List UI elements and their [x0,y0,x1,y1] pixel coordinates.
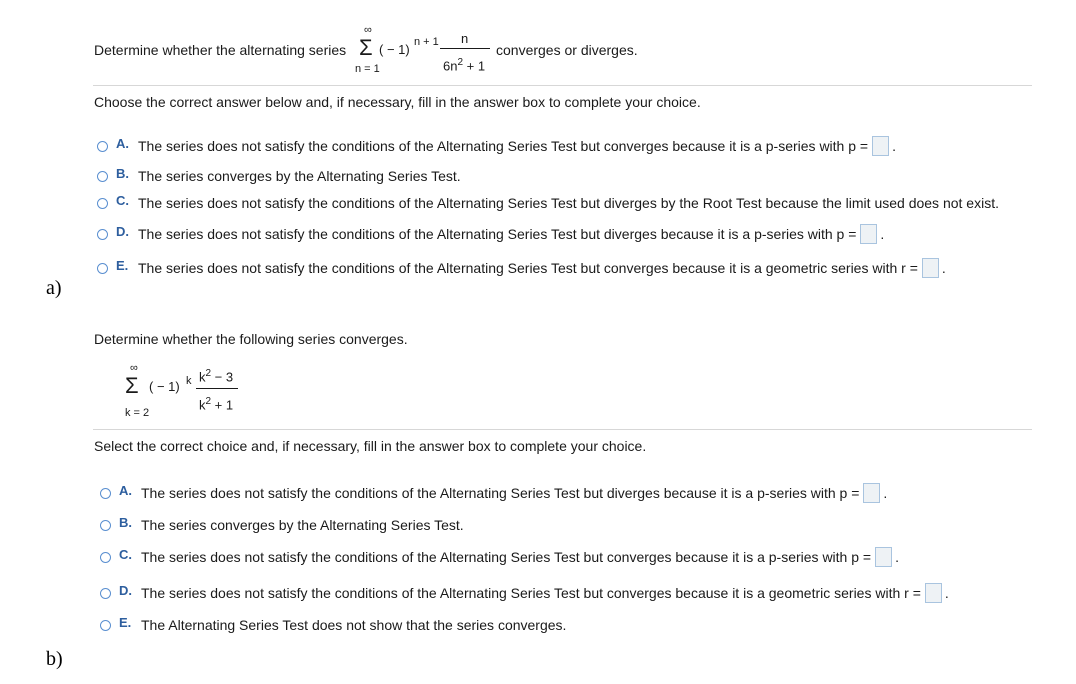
option-letter: A. [116,135,129,151]
part-b-question: Determine whether the following series converges. [94,331,408,347]
option-a[interactable]: A. The series does not satisfy the conditions of the Alternating Series Test but converges because it is a p-series with p = . [97,135,896,157]
option-text: The series converges by the Alternating Series Test. [141,517,464,533]
option-c[interactable] [97,192,999,214]
radio-button[interactable] [100,588,111,599]
fraction-bar [196,388,238,389]
option-letter: D. [119,582,132,598]
option-letter: C. [119,546,132,562]
option-letter: A. [119,482,132,498]
part-a-instruction: Choose the correct answer below and, if necessary, fill in the answer box to complete your choice. [94,94,701,110]
option-letter: E. [116,257,129,273]
option-text: The series does not satisfy the conditions of the Alternating Series Test but diverges because it is a p-series with p = [138,226,857,242]
series-upper-limit: ∞ [364,24,372,36]
option-letter: B. [116,165,129,181]
radio-button[interactable] [97,171,108,182]
series-lower-limit: k = 2 [125,407,150,419]
fraction-numerator: $k^2 - 3$ [199,368,234,385]
fraction-denominator: $6n^2 + 1$ [443,57,486,74]
option-letter: E. [119,614,132,630]
answer-box[interactable] [872,136,889,156]
alternating-exponent: k [186,375,192,387]
part-b-label: b) [46,648,63,670]
option-e[interactable]: E. The series does not satisfy the conditions of the Alternating Series Test but converges because it is a geometric series with r = . [97,257,946,279]
radio-button[interactable] [97,229,108,240]
radio-button[interactable] [97,263,108,274]
option-letter: D. [116,223,129,239]
option-b[interactable] [97,165,461,187]
option-text: The series does not satisfy the conditions of the Alternating Series Test but converges because it is a geometric series with r = [138,260,918,276]
part-a-label: a) [46,277,62,299]
part-a-question-prefix: Determine whether the alternating series [94,42,347,58]
sigma-symbol: Σ [359,35,373,60]
answer-box[interactable] [925,583,942,603]
radio-button[interactable] [100,488,111,499]
part-b-instruction: Select the correct choice and, if necessary, fill in the answer box to complete your choice. [94,438,647,454]
fraction-bar [440,48,490,49]
fraction-numerator: n [461,31,469,46]
option-text: The series does not satisfy the conditions of the Alternating Series Test but diverges by the Root Test because the limit used does not exist. [138,195,999,211]
answer-box[interactable] [922,258,939,278]
radio-button[interactable] [100,620,111,631]
sigma-symbol: Σ [125,373,139,398]
answer-box[interactable] [875,547,892,567]
option-letter: B. [119,514,132,530]
alternating-factor: ( − 1) [379,42,410,57]
answer-box[interactable] [860,224,877,244]
option-d[interactable]: D. The series does not satisfy the conditions of the Alternating Series Test but diverges because it is a p-series with p = . [97,223,884,245]
fraction-denominator: $k^2 + 1$ [199,396,234,413]
alternating-exponent: n + 1 [414,36,439,48]
option-text: The series does not satisfy the conditions of the Alternating Series Test but diverges because it is a p-series with p = [141,485,860,501]
alternating-factor: ( − 1) [149,379,180,394]
radio-button[interactable] [97,141,108,152]
radio-button[interactable] [100,520,111,531]
option-text: The series converges by the Alternating Series Test. [138,168,461,184]
option-a[interactable]: A. The series does not satisfy the conditions of the Alternating Series Test but diverges because it is a p-series with p = . [100,482,887,504]
option-letter: C. [116,192,129,208]
option-b[interactable] [100,514,464,536]
option-text: The series does not satisfy the conditions of the Alternating Series Test but converges because it is a p-series with p = [138,138,869,154]
series-upper-limit: ∞ [130,362,138,374]
radio-button[interactable] [100,552,111,563]
divider [93,429,1032,430]
radio-button[interactable] [97,198,108,209]
option-e[interactable] [100,614,566,636]
divider [93,85,1032,86]
series-lower-limit: n = 1 [355,63,380,75]
option-text: The series does not satisfy the conditions of the Alternating Series Test but converges because it is a geometric series with r = [141,585,921,601]
option-d[interactable]: D. The series does not satisfy the conditions of the Alternating Series Test but converges because it is a geometric series with r = . [100,582,949,604]
answer-box[interactable] [863,483,880,503]
part-a-question-suffix: converges or diverges. [496,42,638,58]
option-text: The Alternating Series Test does not show that the series converges. [141,617,567,633]
option-c[interactable]: C. The series does not satisfy the conditions of the Alternating Series Test but converges because it is a p-series with p = . [100,546,899,568]
option-text: The series does not satisfy the conditions of the Alternating Series Test but converges because it is a p-series with p = [141,549,872,565]
